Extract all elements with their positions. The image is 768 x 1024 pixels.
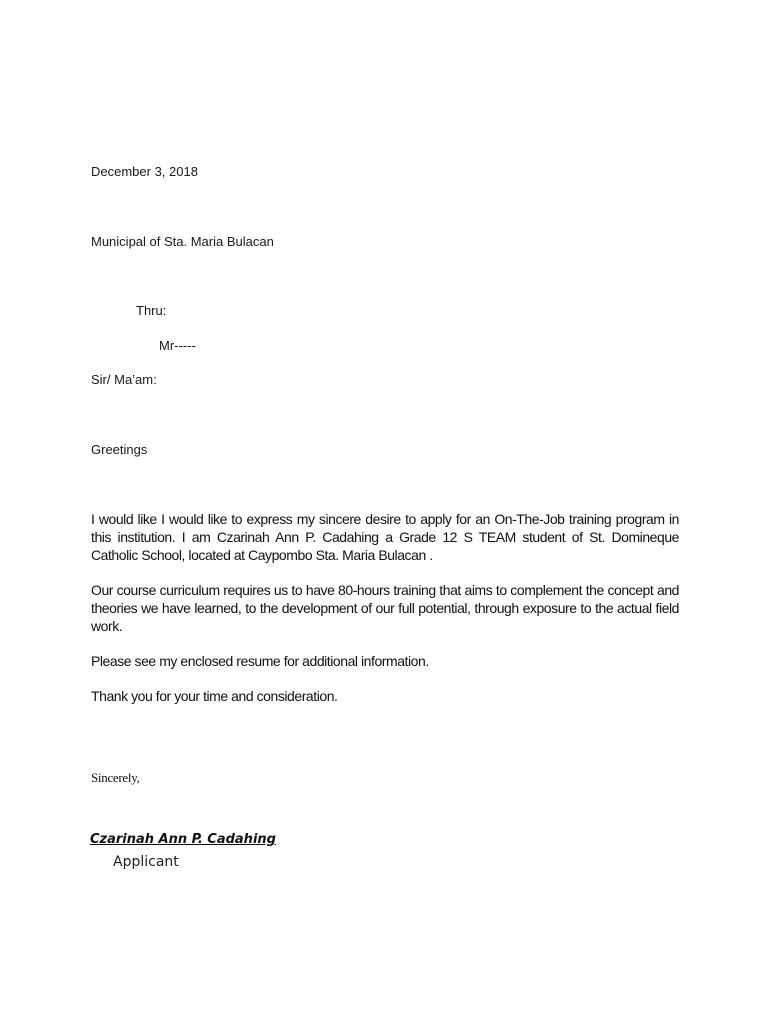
recipient-line: Municipal of Sta. Maria Bulacan [91,234,274,249]
letter-date: December 3, 2018 [91,164,198,179]
thru-label: Thru: [136,303,167,318]
body-paragraph-2: Our course curriculum requires us to have 80-hours training that aims to complement the concept and theories we have learned, to the development of our full potential, through exposure to the actual field work. [91,582,679,634]
thru-name: Mr----- [159,338,196,353]
body-paragraph-1: I would like I would like to express my sincere desire to apply for an On-The-Job training program in this institution. I am Czarinah Ann P. Cadahing a Grade 12 S TEAM student of St. Domineque Catholic School, located at Caypombo Sta. Maria Bulacan . [91,511,679,563]
greeting: Greetings [91,442,148,457]
signature-title: Applicant [113,854,179,870]
body-paragraph-3: Please see my enclosed resume for additional information. [91,653,429,669]
signature-name: Czarinah Ann P. Cadahing [90,832,276,847]
body-paragraph-4: Thank you for your time and consideration. [91,688,338,704]
salutation: Sir/ Ma’am: [91,372,157,387]
closing: Sincerely, [91,770,140,785]
